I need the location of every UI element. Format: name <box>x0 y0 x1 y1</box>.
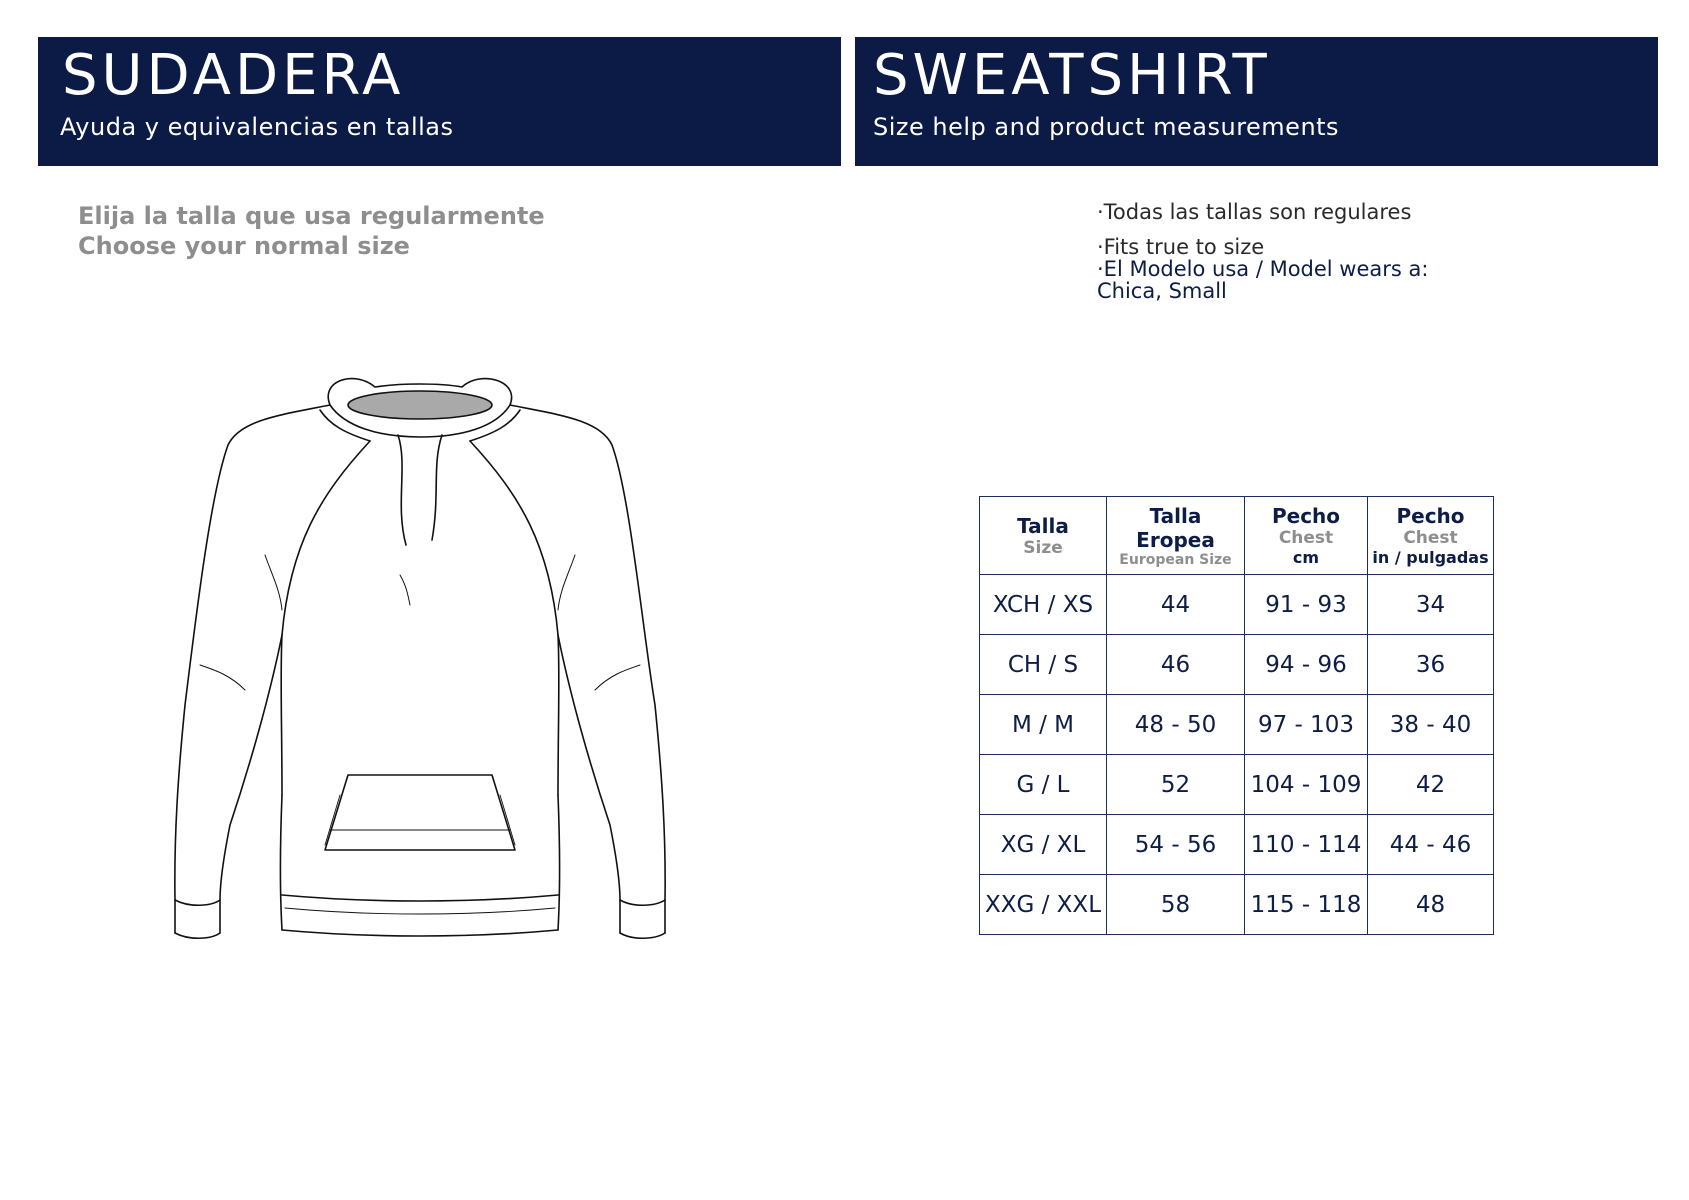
header-size: Talla Size <box>980 497 1107 575</box>
cell-chest-in: 38 - 40 <box>1368 695 1494 755</box>
cell-chest-cm: 91 - 93 <box>1245 575 1368 635</box>
cell-size: CH / S <box>980 635 1107 695</box>
cell-chest-cm: 104 - 109 <box>1245 755 1368 815</box>
table-row <box>980 755 1494 815</box>
fit-notes <box>1097 201 1428 302</box>
model-note-line2: Chica, Small <box>1097 279 1227 303</box>
header-banner-english <box>855 37 1658 166</box>
size-table <box>979 496 1494 935</box>
cell-size: M / M <box>980 695 1107 755</box>
hoodie-sketch-icon <box>170 375 700 965</box>
instruction-english: Choose your normal size <box>78 232 410 260</box>
cell-european: 58 <box>1107 875 1245 935</box>
page-subtitle-spanish: Ayuda y equivalencias en tallas <box>60 113 454 141</box>
cell-european: 54 - 56 <box>1107 815 1245 875</box>
cell-chest-in: 42 <box>1368 755 1494 815</box>
table-row <box>980 575 1494 635</box>
table-row <box>980 695 1494 755</box>
cell-chest-in: 44 - 46 <box>1368 815 1494 875</box>
cell-chest-cm: 110 - 114 <box>1245 815 1368 875</box>
cell-chest-cm: 115 - 118 <box>1245 875 1368 935</box>
header-chest-inches: Pecho Chest in / pulgadas <box>1368 497 1494 575</box>
cell-size: G / L <box>980 755 1107 815</box>
cell-size: XG / XL <box>980 815 1107 875</box>
table-header-row <box>980 497 1494 575</box>
cell-chest-cm: 94 - 96 <box>1245 635 1368 695</box>
cell-chest-cm: 97 - 103 <box>1245 695 1368 755</box>
model-note-line1: ·El Modelo usa / Model wears a: <box>1097 257 1429 281</box>
cell-chest-in: 48 <box>1368 875 1494 935</box>
cell-european: 48 - 50 <box>1107 695 1245 755</box>
cell-chest-in: 34 <box>1368 575 1494 635</box>
note-regular-sizes: ·Todas las tallas son regulares <box>1097 200 1412 224</box>
cell-european: 44 <box>1107 575 1245 635</box>
cell-european: 46 <box>1107 635 1245 695</box>
header-european-size: Talla Eropea European Size <box>1107 497 1245 575</box>
page-title-spanish: SUDADERA <box>62 43 405 108</box>
header-banner-spanish <box>38 37 841 166</box>
note-fits-true: ·Fits true to size <box>1097 235 1265 259</box>
cell-chest-in: 36 <box>1368 635 1494 695</box>
cell-size: XXG / XXL <box>980 875 1107 935</box>
model-size-note <box>1097 258 1428 302</box>
cell-size: XCH / XS <box>980 575 1107 635</box>
table-row <box>980 635 1494 695</box>
page-title-english: SWEATSHIRT <box>873 43 1271 108</box>
size-instructions <box>78 201 545 261</box>
page-subtitle-english: Size help and product measurements <box>873 113 1340 141</box>
instruction-spanish: Elija la talla que usa regularmente <box>78 202 545 230</box>
table-row <box>980 875 1494 935</box>
cell-european: 52 <box>1107 755 1245 815</box>
table-row <box>980 815 1494 875</box>
header-chest-cm: Pecho Chest cm <box>1245 497 1368 575</box>
